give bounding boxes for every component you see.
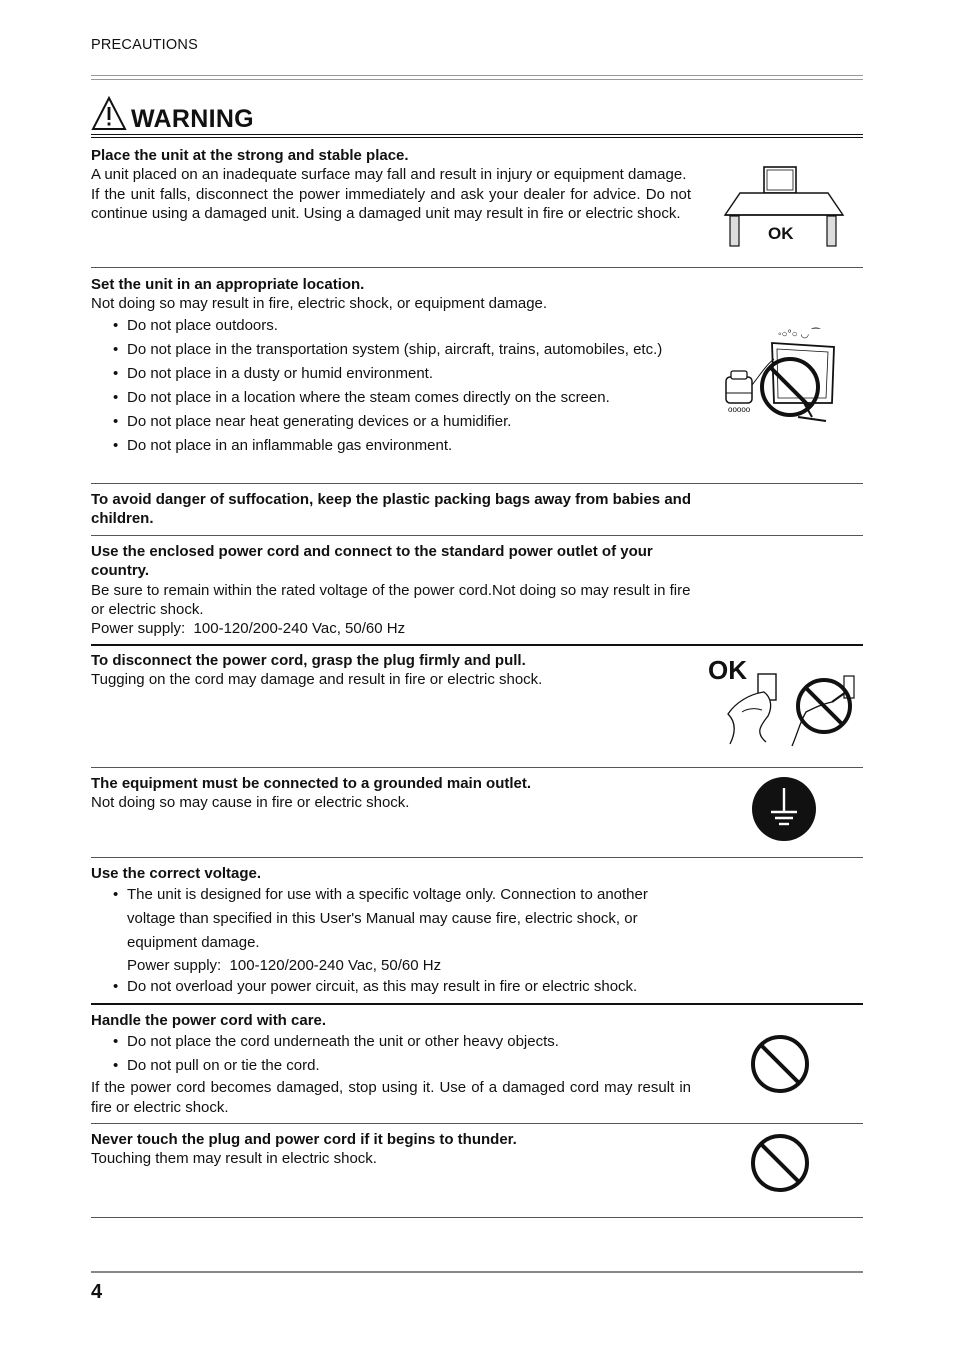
power-supply-spec: Power supply: 100-120/200-240 Vac, 50/60 Hz — [91, 620, 406, 638]
cord-bullet-list — [91, 1030, 691, 1078]
warning-title: WARNING — [131, 105, 254, 133]
section-correct-voltage — [91, 864, 691, 997]
section-thunder — [91, 1130, 691, 1169]
ok-label: OK — [768, 224, 794, 243]
list-item: • Do not place the cord underneath the unit or other heavy objects. — [113, 1030, 691, 1054]
ground-symbol-icon — [751, 776, 817, 842]
list-item: • Do not place in the transportation system (ship, aircraft, trains, automobiles, etc.) — [113, 338, 691, 362]
section-paragraph: Not doing so may result in fire, electric shock, or equipment damage. — [91, 295, 548, 313]
section-paragraph: Touching them may result in electric shock. — [91, 1150, 377, 1168]
section-divider — [91, 267, 863, 268]
section-paragraph: A unit placed on an inadequate surface may fall and result in injury or equipment damage. — [91, 166, 687, 184]
section-suffocation — [91, 490, 691, 529]
list-item: • Do not pull on or tie the cord. — [113, 1054, 691, 1078]
section-grounded-outlet — [91, 774, 691, 813]
section-divider — [91, 1123, 863, 1124]
section-divider — [91, 767, 863, 768]
ok-label: OK — [708, 655, 747, 685]
section-divider — [91, 1217, 863, 1218]
section-heading: To disconnect the power cord, grasp the plug firmly and pull. — [91, 652, 526, 669]
section-divider — [91, 857, 863, 858]
humidifier-near-monitor-illustration — [722, 325, 846, 425]
section-paragraph: Tugging on the cord may damage and result in fire or electric shock. — [91, 671, 543, 689]
list-item: • Do not place in a location where the steam comes directly on the screen. — [113, 386, 691, 410]
section-divider — [91, 535, 863, 536]
svg-text:◦○°○ ◡ ⁀: ◦○°○ ◡ ⁀ — [778, 329, 820, 340]
list-item: • Do not overload your power circuit, as this may result in fire or electric shock. — [113, 977, 691, 997]
list-item: • The unit is designed for use with a specific voltage only. Connection to another voltage than specified in this User's Manual may cause fire, electric shock, or equipment damage. — [113, 883, 691, 955]
section-heading: Use the correct voltage. — [91, 865, 262, 882]
section-heading: Handle the power cord with care. — [91, 1012, 327, 1029]
section-divider — [91, 644, 863, 646]
section-heading: Use the enclosed power cord and connect to the standard power outlet of your country. — [91, 543, 653, 580]
section-header-label: PRECAUTIONS — [91, 37, 198, 53]
warning-triangle-icon — [91, 96, 127, 132]
page-number: 4 — [91, 1281, 103, 1303]
list-item: • Do not place in a dusty or humid environment. — [113, 362, 691, 386]
monitor-on-stable-table-illustration — [722, 163, 846, 251]
list-item: • Do not place in an inflammable gas environment. — [113, 434, 691, 458]
section-paragraph: If the unit falls, disconnect the power immediately and ask your dealer for advice. Do not continue using a damaged unit. Using a damaged unit may result in fire or electric shock. — [91, 185, 691, 222]
section-heading: Place the unit at the strong and stable place. — [91, 147, 409, 164]
section-paragraph: Not doing so may cause in fire or electric shock. — [91, 794, 410, 812]
section-divider — [91, 483, 863, 484]
section-heading: Set the unit in an appropriate location. — [91, 276, 365, 293]
section-stable-place — [91, 146, 691, 223]
section-disconnect — [91, 651, 691, 690]
location-bullet-list — [91, 314, 691, 458]
section-location — [91, 275, 691, 458]
section-divider — [91, 1003, 863, 1005]
voltage-bullet-list — [91, 883, 691, 955]
section-power-cord — [91, 542, 691, 638]
title-rule — [91, 134, 863, 138]
warning-heading — [91, 88, 254, 132]
section-paragraph: If the power cord becomes damaged, stop using it. Use of a damaged cord may result in fire or electric shock. — [91, 1079, 691, 1116]
voltage-bullet-list — [91, 977, 691, 997]
section-handle-cord — [91, 1011, 691, 1117]
power-supply-spec: Power supply: 100-120/200-240 Vac, 50/60 Hz — [127, 957, 442, 975]
footer-rule — [91, 1271, 863, 1273]
prohibition-icon — [749, 1033, 811, 1095]
list-item: • Do not place outdoors. — [113, 314, 691, 338]
section-heading: Never touch the plug and power cord if it begins to thunder. — [91, 1131, 517, 1148]
section-paragraph: Be sure to remain within the rated voltage of the power cord.Not doing so may result in fire or electric shock. — [91, 581, 691, 618]
svg-text:ooooo: ooooo — [728, 405, 751, 414]
header-rule — [91, 75, 863, 80]
plug-pull-illustration — [706, 652, 862, 748]
section-heading: To avoid danger of suffocation, keep the plastic packing bags away from babies and children. — [91, 491, 691, 528]
list-item: • Do not place near heat generating devices or a humidifier. — [113, 410, 691, 434]
prohibition-icon — [749, 1132, 811, 1194]
section-heading: The equipment must be connected to a grounded main outlet. — [91, 775, 532, 792]
